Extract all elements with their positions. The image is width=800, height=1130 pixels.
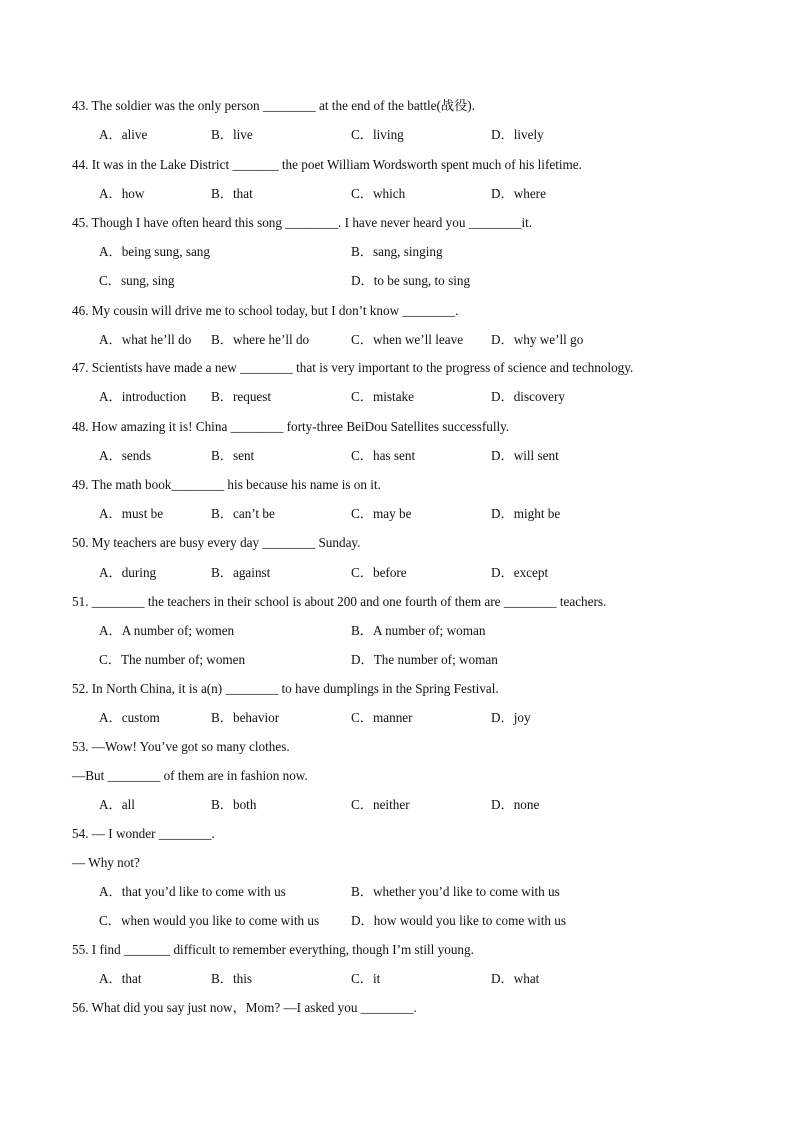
question-number: 55. bbox=[72, 942, 89, 957]
option-a: A．being sung, sang bbox=[99, 244, 210, 259]
option-a: A．custom bbox=[99, 710, 160, 725]
question-46 bbox=[72, 302, 458, 320]
question-stem: The math book________ his because his name is on it. bbox=[91, 477, 381, 492]
option-c: C．The number of; women bbox=[99, 652, 246, 667]
question-number: 45. bbox=[72, 215, 89, 230]
question-number: 49. bbox=[72, 477, 89, 492]
question-stem: ________ the teachers in their school is about 200 and one fourth of them are ________ teachers. bbox=[91, 594, 607, 609]
question-number: 56. bbox=[72, 1000, 89, 1015]
question-56 bbox=[72, 999, 417, 1017]
option-b: B．both bbox=[211, 797, 257, 812]
option-d: D．lively bbox=[491, 127, 544, 142]
question-number: 50. bbox=[72, 535, 89, 550]
question-stem: It was in the Lake District _______ the poet William Wordsworth spent much of his lifetime. bbox=[91, 157, 582, 172]
option-b: B．request bbox=[211, 389, 272, 404]
question-stem: How amazing it is! China ________ forty-three BeiDou Satellites successfully. bbox=[91, 419, 510, 434]
question-number: 47. bbox=[72, 360, 89, 375]
option-c: C．mistake bbox=[351, 389, 415, 404]
question-number: 44. bbox=[72, 157, 89, 172]
option-d: D．how would you like to come with us bbox=[351, 913, 567, 928]
option-b: B．can’t be bbox=[211, 506, 275, 521]
question-48 bbox=[72, 418, 509, 436]
option-a: A．all bbox=[99, 797, 135, 812]
option-c: C．before bbox=[351, 565, 407, 580]
option-b: B．against bbox=[211, 565, 271, 580]
option-d: D．will sent bbox=[491, 448, 559, 463]
option-d: D．why we’ll go bbox=[491, 332, 584, 347]
question-stem: —Wow! You’ve got so many clothes. bbox=[91, 739, 290, 754]
option-a: A．alive bbox=[99, 127, 148, 142]
question-49 bbox=[72, 476, 381, 494]
question-stem: What did you say just now，Mom? —I asked you ________. bbox=[91, 1000, 417, 1015]
question-50 bbox=[72, 534, 360, 552]
option-c: C．has sent bbox=[351, 448, 416, 463]
question-number: 43. bbox=[72, 98, 89, 113]
option-d: D．The number of; woman bbox=[351, 652, 498, 667]
option-a: A．must be bbox=[99, 506, 164, 521]
option-a: A．what he’ll do bbox=[99, 332, 192, 347]
option-d: D．joy bbox=[491, 710, 531, 725]
option-b: B．whether you’d like to come with us bbox=[351, 884, 560, 899]
question-stem-line-2: —But ________ of them are in fashion now. bbox=[72, 768, 308, 783]
option-b: B．A number of; woman bbox=[351, 623, 486, 638]
question-number: 46. bbox=[72, 303, 89, 318]
question-stem: My teachers are busy every day ________ Sunday. bbox=[91, 535, 361, 550]
question-stem: In North China, it is a(n) ________ to have dumplings in the Spring Festival. bbox=[91, 681, 499, 696]
question-stem-line-2: — Why not? bbox=[72, 855, 140, 870]
option-b: B．sent bbox=[211, 448, 255, 463]
option-d: D．discovery bbox=[491, 389, 565, 404]
option-b: B．that bbox=[211, 186, 253, 201]
option-d: D．what bbox=[491, 971, 540, 986]
question-number: 54. bbox=[72, 826, 89, 841]
option-d: D．where bbox=[491, 186, 546, 201]
option-a: A．introduction bbox=[99, 389, 187, 404]
question-number: 48. bbox=[72, 419, 89, 434]
question-54 bbox=[72, 825, 215, 843]
option-d: D．none bbox=[491, 797, 540, 812]
question-51 bbox=[72, 593, 606, 611]
option-a: A．during bbox=[99, 565, 157, 580]
option-a: A．how bbox=[99, 186, 145, 201]
question-53 bbox=[72, 738, 290, 756]
option-c: C．living bbox=[351, 127, 404, 142]
option-b: B．this bbox=[211, 971, 253, 986]
option-d: D．to be sung, to sing bbox=[351, 273, 471, 288]
option-a: A．A number of; women bbox=[99, 623, 235, 638]
question-stem: Scientists have made a new ________ that is very important to the progress of science and technology. bbox=[91, 360, 634, 375]
option-c: C．when would you like to come with us bbox=[99, 913, 320, 928]
option-c: C．which bbox=[351, 186, 406, 201]
question-52 bbox=[72, 680, 499, 698]
option-c: C．it bbox=[351, 971, 381, 986]
question-55 bbox=[72, 941, 474, 959]
question-stem: — I wonder ________. bbox=[91, 826, 215, 841]
question-43 bbox=[72, 97, 475, 115]
question-number: 52. bbox=[72, 681, 89, 696]
option-c: C．manner bbox=[351, 710, 413, 725]
question-47 bbox=[72, 359, 633, 377]
question-stem: The soldier was the only person ________ at the end of the battle(战役). bbox=[91, 98, 475, 113]
option-c: C．when we’ll leave bbox=[351, 332, 464, 347]
question-number: 53. bbox=[72, 739, 89, 754]
option-c: C．neither bbox=[351, 797, 410, 812]
option-c: C．may be bbox=[351, 506, 412, 521]
question-stem: Though I have often heard this song ________. I have never heard you ________it. bbox=[91, 215, 533, 230]
option-d: D．except bbox=[491, 565, 549, 580]
option-b: B．sang, singing bbox=[351, 244, 443, 259]
option-d: D．might be bbox=[491, 506, 561, 521]
option-b: B．live bbox=[211, 127, 253, 142]
question-stem: My cousin will drive me to school today, but I don’t know ________. bbox=[91, 303, 459, 318]
question-44 bbox=[72, 156, 582, 174]
question-45 bbox=[72, 214, 532, 232]
option-b: B．where he’ll do bbox=[211, 332, 310, 347]
question-stem: I find _______ difficult to remember everything, though I’m still young. bbox=[91, 942, 474, 957]
option-a: A．that bbox=[99, 971, 142, 986]
option-c: C．sung, sing bbox=[99, 273, 175, 288]
question-number: 51. bbox=[72, 594, 89, 609]
option-a: A．that you’d like to come with us bbox=[99, 884, 286, 899]
option-b: B．behavior bbox=[211, 710, 280, 725]
option-a: A．sends bbox=[99, 448, 152, 463]
